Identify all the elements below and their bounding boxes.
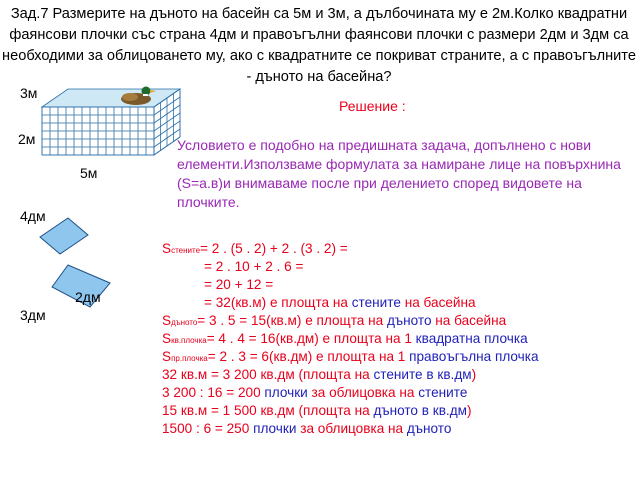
calc-line-bottom-tiles: 1500 : 6 = 250 плочки за облицовка на дъното <box>162 421 452 436</box>
calc-line-walls-tiles: 3 200 : 16 = 200 плочки за облицовка на стените <box>162 385 468 400</box>
rect-tile-label-3dm: 3дм <box>20 307 46 323</box>
calc-line-square-tile: Sкв.плочка= 4 . 4 = 16(кв.дм) е площта на 1 квадратна плочка <box>162 331 528 346</box>
pool-label-5m: 5м <box>80 165 98 181</box>
calc-line-3: = 20 + 12 = <box>204 277 274 292</box>
calc-line-4: = 32(кв.м) е площта на стените на басейна <box>204 295 476 310</box>
solution-heading: Решение : <box>339 98 406 114</box>
calc-line-bottom-dm: 15 кв.м = 1 500 кв.дм (площта на дъното в кв.дм) <box>162 403 472 418</box>
square-tile-label: 4дм <box>20 208 46 224</box>
calc-line-2: = 2 . 10 + 2 . 6 = <box>204 259 304 274</box>
square-tile-shape <box>38 216 90 256</box>
pool-label-depth-3m: 3м <box>20 85 38 101</box>
calc-line-walls: Sстените= 2 . (5 . 2) + 2 . (3 . 2) = <box>162 241 348 256</box>
calc-line-bottom: Sдъното= 3 . 5 = 15(кв.м) е площта на дъното на басейна <box>162 313 507 328</box>
calc-line-walls-dm: 32 кв.м = 3 200 кв.дм (площта на стените в кв.дм) <box>162 367 477 382</box>
pool-label-2m: 2м <box>18 131 36 147</box>
problem-statement: Зад.7 Размерите на дъното на басейн са 5м и 3м, а дълбочината му е 2м.Колко квадратни фаянсови плочки със страна 4дм и правоъгълни фаянсови плочки с размери 2дм и 3дм са необходими за облицоването му, ако с квадратните се покриват страните, а с правоъгълните - дъното на басейна? <box>2 6 636 85</box>
calc-line-rect-tile: Sпр.плочка= 2 . 3 = 6(кв.дм) е площта на 1 правоъгълна плочка <box>162 349 539 364</box>
pool-grid <box>42 89 180 155</box>
rect-tile-label-2dm: 2дм <box>75 289 101 305</box>
solution-intro: Условието е подобно на предишната задача, допълнено с нови елементи.Използваме формулата за намиране лице на повърхнина (S=a.в)и внимаваме после при делението според видовете на плочките. <box>177 137 621 210</box>
